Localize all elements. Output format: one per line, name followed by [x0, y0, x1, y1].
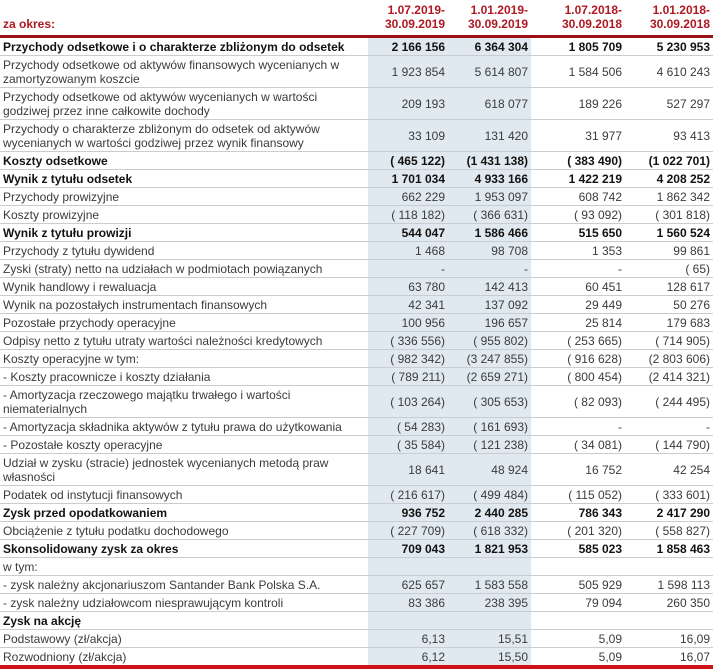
row-label: Przychody prowizyjne — [0, 188, 368, 206]
table-row — [0, 504, 713, 522]
value-cell: 2 417 290 — [625, 504, 713, 522]
value-cell: ( 333 601) — [625, 486, 713, 504]
value-cell: 1 586 466 — [448, 224, 531, 242]
value-cell: 1 858 463 — [625, 540, 713, 558]
table-body — [0, 37, 713, 668]
value-cell: 48 924 — [448, 454, 531, 486]
value-cell: - — [625, 418, 713, 436]
value-cell: ( 714 905) — [625, 332, 713, 350]
value-cell: 209 193 — [368, 88, 448, 120]
row-label: Przychody odsetkowe i o charakterze zbliżonym do odsetek — [0, 37, 368, 56]
value-cell: 16,09 — [625, 630, 713, 648]
value-cell: ( 789 211) — [368, 368, 448, 386]
value-cell: ( 244 495) — [625, 386, 713, 418]
row-label: Koszty operacyjne w tym: — [0, 350, 368, 368]
table-row — [0, 418, 713, 436]
row-label: Udział w zysku (stracie) jednostek wycenianych metodą praw własności — [0, 454, 368, 486]
value-cell: 5 614 807 — [448, 56, 531, 88]
period-column-header: 1.01.2019- 30.09.2019 — [448, 0, 531, 37]
table-row — [0, 486, 713, 504]
value-cell — [368, 612, 448, 630]
row-label: - Pozostałe koszty operacyjne — [0, 436, 368, 454]
row-label: Przychody odsetkowe od aktywów finansowych wycenianych w zamortyzowanym koszcie — [0, 56, 368, 88]
value-cell: ( 383 490) — [531, 152, 625, 170]
value-cell: 99 861 — [625, 242, 713, 260]
row-label: - Koszty pracownicze i koszty działania — [0, 368, 368, 386]
value-cell: 1 584 506 — [531, 56, 625, 88]
value-cell: ( 35 584) — [368, 436, 448, 454]
value-cell: 709 043 — [368, 540, 448, 558]
value-cell: ( 982 342) — [368, 350, 448, 368]
table-row — [0, 386, 713, 418]
value-cell: 1 468 — [368, 242, 448, 260]
value-cell: ( 201 320) — [531, 522, 625, 540]
value-cell: 189 226 — [531, 88, 625, 120]
value-cell: (1 022 701) — [625, 152, 713, 170]
value-cell: 2 440 285 — [448, 504, 531, 522]
value-cell: (3 247 855) — [448, 350, 531, 368]
row-label: Pozostałe przychody operacyjne — [0, 314, 368, 332]
value-cell: 2 166 156 — [368, 37, 448, 56]
table-row — [0, 350, 713, 368]
value-cell: (1 431 138) — [448, 152, 531, 170]
value-cell: ( 54 283) — [368, 418, 448, 436]
value-cell: 179 683 — [625, 314, 713, 332]
value-cell: ( 336 556) — [368, 332, 448, 350]
value-cell: 16,07 — [679, 649, 710, 664]
value-cell: 1 598 113 — [625, 576, 713, 594]
table-row — [0, 260, 713, 278]
value-cell: 618 077 — [448, 88, 531, 120]
row-label: - zysk należny akcjonariuszom Santander Bank Polska S.A. — [0, 576, 368, 594]
value-cell: ( 558 827) — [625, 522, 713, 540]
value-cell: 5 230 953 — [625, 37, 713, 56]
row-label: Odpisy netto z tytułu utraty wartości należności kredytowych — [0, 332, 368, 350]
value-cell: 29 449 — [531, 296, 625, 314]
value-cell: 662 229 — [368, 188, 448, 206]
table-row — [0, 224, 713, 242]
table-row — [0, 522, 713, 540]
table-row — [0, 37, 713, 56]
row-label: Podstawowy (zł/akcja) — [0, 630, 368, 648]
value-cell — [368, 558, 448, 576]
value-cell: ( 34 081) — [531, 436, 625, 454]
value-cell: 5,09 — [598, 649, 622, 664]
table-header-row — [0, 0, 713, 37]
value-cell: ( 144 790) — [625, 436, 713, 454]
value-cell: 93 413 — [625, 120, 713, 152]
value-cell: ( 93 092) — [531, 206, 625, 224]
value-cell: 196 657 — [448, 314, 531, 332]
value-cell: 50 276 — [625, 296, 713, 314]
value-cell: ( 161 693) — [448, 418, 531, 436]
value-cell: - — [368, 260, 448, 278]
row-label: Rozwodniony (zł/akcja) — [3, 649, 127, 664]
value-cell — [625, 558, 713, 576]
row-label: Wynik handlowy i rewaluacja — [0, 278, 368, 296]
value-cell: 1 862 342 — [625, 188, 713, 206]
value-cell: ( 103 264) — [368, 386, 448, 418]
row-label: Wynik z tytułu odsetek — [0, 170, 368, 188]
table-row — [0, 630, 713, 648]
row-label: - Amortyzacja rzeczowego majątku trwałego i wartości niematerialnych — [0, 386, 368, 418]
value-cell: 4 610 243 — [625, 56, 713, 88]
value-cell: (2 414 321) — [625, 368, 713, 386]
value-cell: 60 451 — [531, 278, 625, 296]
value-cell: ( 227 709) — [368, 522, 448, 540]
value-cell: 5,09 — [531, 630, 625, 648]
value-cell: 142 413 — [448, 278, 531, 296]
value-cell: ( 216 617) — [368, 486, 448, 504]
value-cell: 137 092 — [448, 296, 531, 314]
table-row — [0, 120, 713, 152]
value-cell: 585 023 — [531, 540, 625, 558]
row-label: Zysk przed opodatkowaniem — [0, 504, 368, 522]
value-cell: (2 803 606) — [625, 350, 713, 368]
value-cell: ( 121 238) — [448, 436, 531, 454]
value-cell: 1 953 097 — [448, 188, 531, 206]
value-cell: 1 821 953 — [448, 540, 531, 558]
value-cell: 1 353 — [531, 242, 625, 260]
value-cell: - — [448, 260, 531, 278]
value-cell: ( 115 052) — [531, 486, 625, 504]
table-row — [0, 296, 713, 314]
value-cell: 18 641 — [368, 454, 448, 486]
table-row — [0, 170, 713, 188]
value-cell: ( 118 182) — [368, 206, 448, 224]
period-column-header: 1.07.2018- 30.09.2018 — [531, 0, 625, 37]
value-cell: - — [531, 260, 625, 278]
row-label: w tym: — [0, 558, 368, 576]
value-cell: 260 350 — [625, 594, 713, 612]
value-cell: 936 752 — [368, 504, 448, 522]
value-cell: ( 301 818) — [625, 206, 713, 224]
value-cell: 4 208 252 — [625, 170, 713, 188]
value-cell: 42 254 — [625, 454, 713, 486]
table-row — [0, 612, 713, 630]
value-cell: ( 916 628) — [531, 350, 625, 368]
value-cell: 1 923 854 — [368, 56, 448, 88]
row-label: Zyski (straty) netto na udziałach w podmiotach powiązanych — [0, 260, 368, 278]
value-cell: 6 364 304 — [448, 37, 531, 56]
row-label: Koszty prowizyjne — [0, 206, 368, 224]
table-row — [0, 436, 713, 454]
row-label: - Amortyzacja składnika aktywów z tytułu prawa do użytkowania — [0, 418, 368, 436]
value-cell: 4 933 166 — [448, 170, 531, 188]
row-label: Zysk na akcję — [0, 612, 368, 630]
value-cell: 1 583 558 — [448, 576, 531, 594]
value-cell: ( 82 093) — [531, 386, 625, 418]
value-cell: 527 297 — [625, 88, 713, 120]
value-cell: 83 386 — [368, 594, 448, 612]
value-cell: 100 956 — [368, 314, 448, 332]
row-label: Obciążenie z tytułu podatku dochodowego — [0, 522, 368, 540]
table-row — [0, 454, 713, 486]
row-label: Przychody odsetkowe od aktywów wycenianych w wartości godziwej przez inne całkowite dochody — [0, 88, 368, 120]
value-cell: 1 560 524 — [625, 224, 713, 242]
value-cell — [448, 558, 531, 576]
value-cell: 25 814 — [531, 314, 625, 332]
value-cell: 515 650 — [531, 224, 625, 242]
table-row — [0, 540, 713, 558]
value-cell: 15,51 — [448, 630, 531, 648]
row-label: Koszty odsetkowe — [0, 152, 368, 170]
value-cell: 128 617 — [625, 278, 713, 296]
value-cell: ( 800 454) — [531, 368, 625, 386]
period-row-label: za okres: — [0, 0, 368, 37]
value-cell: ( 65) — [625, 260, 713, 278]
value-cell: 1 422 219 — [531, 170, 625, 188]
value-cell: 1 701 034 — [368, 170, 448, 188]
row-label: Skonsolidowany zysk za okres — [0, 540, 368, 558]
value-cell: 31 977 — [531, 120, 625, 152]
row-label: Przychody o charakterze zbliżonym do odsetek od aktywów wycenianych w wartości godziwej przez wynik finansowy — [0, 120, 368, 152]
table-row — [0, 206, 713, 224]
table-row — [0, 558, 713, 576]
value-cell: ( 955 802) — [448, 332, 531, 350]
value-cell: 608 742 — [531, 188, 625, 206]
row-label: Wynik z tytułu prowizji — [0, 224, 368, 242]
value-cell: 63 780 — [368, 278, 448, 296]
value-cell — [531, 558, 625, 576]
table-row — [0, 278, 713, 296]
table-row — [0, 88, 713, 120]
row-label: Wynik na pozostałych instrumentach finansowych — [0, 296, 368, 314]
value-cell: ( 618 332) — [448, 522, 531, 540]
value-cell: ( 499 484) — [448, 486, 531, 504]
table-row — [0, 242, 713, 260]
table-row — [0, 314, 713, 332]
value-cell: 505 929 — [531, 576, 625, 594]
row-label: Podatek od instytucji finansowych — [0, 486, 368, 504]
value-cell: 544 047 — [368, 224, 448, 242]
value-cell: (2 659 271) — [448, 368, 531, 386]
value-cell: 16 752 — [531, 454, 625, 486]
value-cell: 786 343 — [531, 504, 625, 522]
value-cell: ( 253 665) — [531, 332, 625, 350]
table-row — [0, 576, 713, 594]
table-row — [0, 332, 713, 350]
value-cell: 15,50 — [448, 648, 531, 668]
value-cell: 238 395 — [448, 594, 531, 612]
row-label: - zysk należny udziałowcom niesprawującym kontroli — [0, 594, 368, 612]
period-column-header: 1.01.2018- 30.09.2018 — [625, 0, 713, 37]
value-cell — [448, 612, 531, 630]
value-cell — [531, 612, 625, 630]
value-cell: 6,12 — [368, 648, 448, 668]
table-row — [0, 594, 713, 612]
value-cell: ( 465 122) — [368, 152, 448, 170]
value-cell: 6,13 — [368, 630, 448, 648]
value-cell: 79 094 — [531, 594, 625, 612]
value-cell: ( 305 653) — [448, 386, 531, 418]
value-cell: - — [531, 418, 625, 436]
table-row — [0, 56, 713, 88]
table-row — [0, 152, 713, 170]
table-row — [0, 648, 713, 668]
row-label: Przychody z tytułu dywidend — [0, 242, 368, 260]
table-row — [0, 188, 713, 206]
value-cell: 33 109 — [368, 120, 448, 152]
table-row — [0, 368, 713, 386]
value-cell — [625, 612, 713, 630]
period-column-header: 1.07.2019- 30.09.2019 — [368, 0, 448, 37]
value-cell: ( 366 631) — [448, 206, 531, 224]
value-cell: 98 708 — [448, 242, 531, 260]
value-cell: 1 805 709 — [531, 37, 625, 56]
value-cell: 131 420 — [448, 120, 531, 152]
value-cell: 42 341 — [368, 296, 448, 314]
value-cell: 625 657 — [368, 576, 448, 594]
